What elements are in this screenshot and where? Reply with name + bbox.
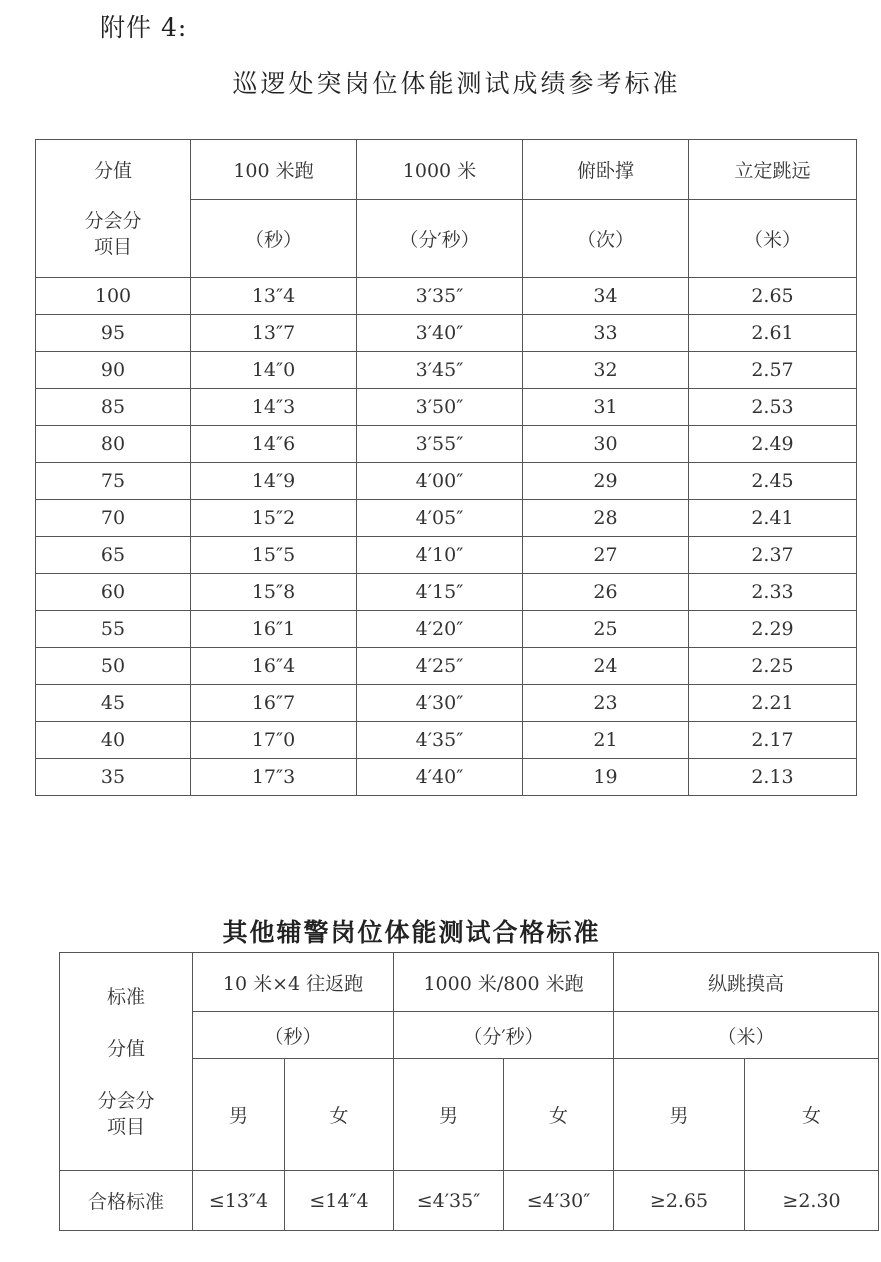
table1-header-row — [36, 140, 857, 200]
col-unit-pushup: （次） — [523, 200, 689, 278]
table1-corner-header — [36, 140, 191, 278]
run-1000m-cell: 3′50″ — [357, 389, 523, 426]
col-header-vertical-jump: 纵跳摸高 — [614, 953, 879, 1012]
score-cell: 60 — [36, 574, 191, 611]
col-header-pushup: 俯卧撑 — [523, 140, 689, 200]
run-100m-cell: 16″1 — [191, 611, 357, 648]
run-100m-cell: 16″4 — [191, 648, 357, 685]
pass-value-cell: ≥2.30 — [745, 1171, 879, 1231]
long-jump-cell: 2.37 — [689, 537, 857, 574]
score-cell: 45 — [36, 685, 191, 722]
score-cell: 100 — [36, 278, 191, 315]
score-cell: 35 — [36, 759, 191, 796]
table-row — [36, 685, 857, 722]
attachment-label: 附件 4: — [100, 13, 188, 42]
run-100m-cell: 15″2 — [191, 500, 357, 537]
score-cell: 55 — [36, 611, 191, 648]
run-1000m-cell: 4′30″ — [357, 685, 523, 722]
pushup-cell: 30 — [523, 426, 689, 463]
run-100m-cell: 15″8 — [191, 574, 357, 611]
corner-score-label: 分值 — [93, 159, 132, 182]
long-jump-cell: 2.13 — [689, 759, 857, 796]
run-1000m-cell: 3′55″ — [357, 426, 523, 463]
gender-male-label: 男 — [614, 1059, 745, 1171]
pushup-cell: 24 — [523, 648, 689, 685]
run-1000m-cell: 4′25″ — [357, 648, 523, 685]
table-row — [36, 389, 857, 426]
score-cell: 90 — [36, 352, 191, 389]
run-100m-cell: 15″5 — [191, 537, 357, 574]
score-cell: 75 — [36, 463, 191, 500]
gender-female-label: 女 — [745, 1059, 879, 1171]
run-1000m-cell: 3′35″ — [357, 278, 523, 315]
long-jump-cell: 2.33 — [689, 574, 857, 611]
run-100m-cell: 16″7 — [191, 685, 357, 722]
long-jump-cell: 2.61 — [689, 315, 857, 352]
col-header-long-jump: 立定跳远 — [689, 140, 857, 200]
col-unit-1000m: （分′秒） — [357, 200, 523, 278]
table2-pass-row — [60, 1171, 879, 1231]
pushup-cell: 34 — [523, 278, 689, 315]
col-header-1000m: 1000 米 — [357, 140, 523, 200]
long-jump-cell: 2.57 — [689, 352, 857, 389]
table2-title: 其他辅警岗位体能测试合格标准 — [222, 918, 601, 947]
run-100m-cell: 17″3 — [191, 759, 357, 796]
pass-value-cell: ≤13″4 — [193, 1171, 285, 1231]
run-100m-cell: 14″0 — [191, 352, 357, 389]
run-100m-cell: 14″9 — [191, 463, 357, 500]
col-unit-100m: （秒） — [191, 200, 357, 278]
col-header-100m: 100 米跑 — [191, 140, 357, 200]
score-cell: 80 — [36, 426, 191, 463]
gender-male-label: 男 — [193, 1059, 285, 1171]
table-row — [36, 759, 857, 796]
long-jump-cell: 2.29 — [689, 611, 857, 648]
run-1000m-cell: 3′45″ — [357, 352, 523, 389]
pushup-cell: 19 — [523, 759, 689, 796]
score-cell: 85 — [36, 389, 191, 426]
run-100m-cell: 13″4 — [191, 278, 357, 315]
run-1000m-cell: 3′40″ — [357, 315, 523, 352]
table-row — [36, 722, 857, 759]
pushup-cell: 26 — [523, 574, 689, 611]
score-cell: 40 — [36, 722, 191, 759]
table-row — [36, 648, 857, 685]
run-1000m-cell: 4′15″ — [357, 574, 523, 611]
long-jump-cell: 2.49 — [689, 426, 857, 463]
long-jump-cell: 2.45 — [689, 463, 857, 500]
pushup-cell: 31 — [523, 389, 689, 426]
long-jump-cell: 2.25 — [689, 648, 857, 685]
other-fitness-pass-standards-table — [59, 952, 879, 1231]
corner-standard-label: 标准 — [106, 985, 145, 1008]
pass-value-cell: ≤4′35″ — [394, 1171, 504, 1231]
table-row — [36, 537, 857, 574]
long-jump-cell: 2.17 — [689, 722, 857, 759]
col-header-distance-run: 1000 米/800 米跑 — [394, 953, 614, 1012]
gender-female-label: 女 — [504, 1059, 614, 1171]
run-1000m-cell: 4′35″ — [357, 722, 523, 759]
run-1000m-cell: 4′20″ — [357, 611, 523, 648]
pass-value-cell: ≤4′30″ — [504, 1171, 614, 1231]
table-row — [36, 463, 857, 500]
pushup-cell: 32 — [523, 352, 689, 389]
table-row — [36, 352, 857, 389]
score-cell: 70 — [36, 500, 191, 537]
col-unit-distance-run: （分′秒） — [394, 1012, 614, 1059]
run-1000m-cell: 4′10″ — [357, 537, 523, 574]
col-header-shuttle-run: 10 米×4 往返跑 — [193, 953, 394, 1012]
table-row — [36, 574, 857, 611]
run-100m-cell: 14″6 — [191, 426, 357, 463]
run-1000m-cell: 4′05″ — [357, 500, 523, 537]
pushup-cell: 23 — [523, 685, 689, 722]
pass-value-cell: ≥2.65 — [614, 1171, 745, 1231]
corner-item-label: 项目 — [93, 235, 132, 258]
pushup-cell: 21 — [523, 722, 689, 759]
run-100m-cell: 13″7 — [191, 315, 357, 352]
corner-subscore-label: 分会分 — [84, 209, 142, 232]
col-unit-shuttle-run: （秒） — [193, 1012, 394, 1059]
table-row — [36, 500, 857, 537]
pass-standard-label: 合格标准 — [60, 1171, 193, 1231]
corner-subscore-label: 分会分 — [97, 1089, 155, 1112]
col-unit-vertical-jump: （米） — [614, 1012, 879, 1059]
table-row — [36, 278, 857, 315]
run-100m-cell: 14″3 — [191, 389, 357, 426]
run-1000m-cell: 4′00″ — [357, 463, 523, 500]
run-1000m-cell: 4′40″ — [357, 759, 523, 796]
score-cell: 65 — [36, 537, 191, 574]
table-row — [36, 315, 857, 352]
table1-body — [36, 278, 857, 796]
pushup-cell: 29 — [523, 463, 689, 500]
score-cell: 95 — [36, 315, 191, 352]
long-jump-cell: 2.53 — [689, 389, 857, 426]
table1-title: 巡逻处突岗位体能测试成绩参考标准 — [232, 69, 681, 98]
score-cell: 50 — [36, 648, 191, 685]
long-jump-cell: 2.65 — [689, 278, 857, 315]
pushup-cell: 25 — [523, 611, 689, 648]
table-row — [36, 611, 857, 648]
corner-item-label: 项目 — [106, 1115, 145, 1138]
run-100m-cell: 17″0 — [191, 722, 357, 759]
long-jump-cell: 2.41 — [689, 500, 857, 537]
long-jump-cell: 2.21 — [689, 685, 857, 722]
patrol-fitness-standards-table — [35, 139, 857, 796]
col-unit-long-jump: （米） — [689, 200, 857, 278]
pushup-cell: 27 — [523, 537, 689, 574]
table-row — [36, 426, 857, 463]
pass-value-cell: ≤14″4 — [285, 1171, 394, 1231]
pushup-cell: 28 — [523, 500, 689, 537]
corner-score-label: 分值 — [106, 1037, 145, 1060]
table2-corner-header — [60, 953, 193, 1171]
gender-female-label: 女 — [285, 1059, 394, 1171]
table2-header-row — [60, 953, 879, 1012]
pushup-cell: 33 — [523, 315, 689, 352]
gender-male-label: 男 — [394, 1059, 504, 1171]
